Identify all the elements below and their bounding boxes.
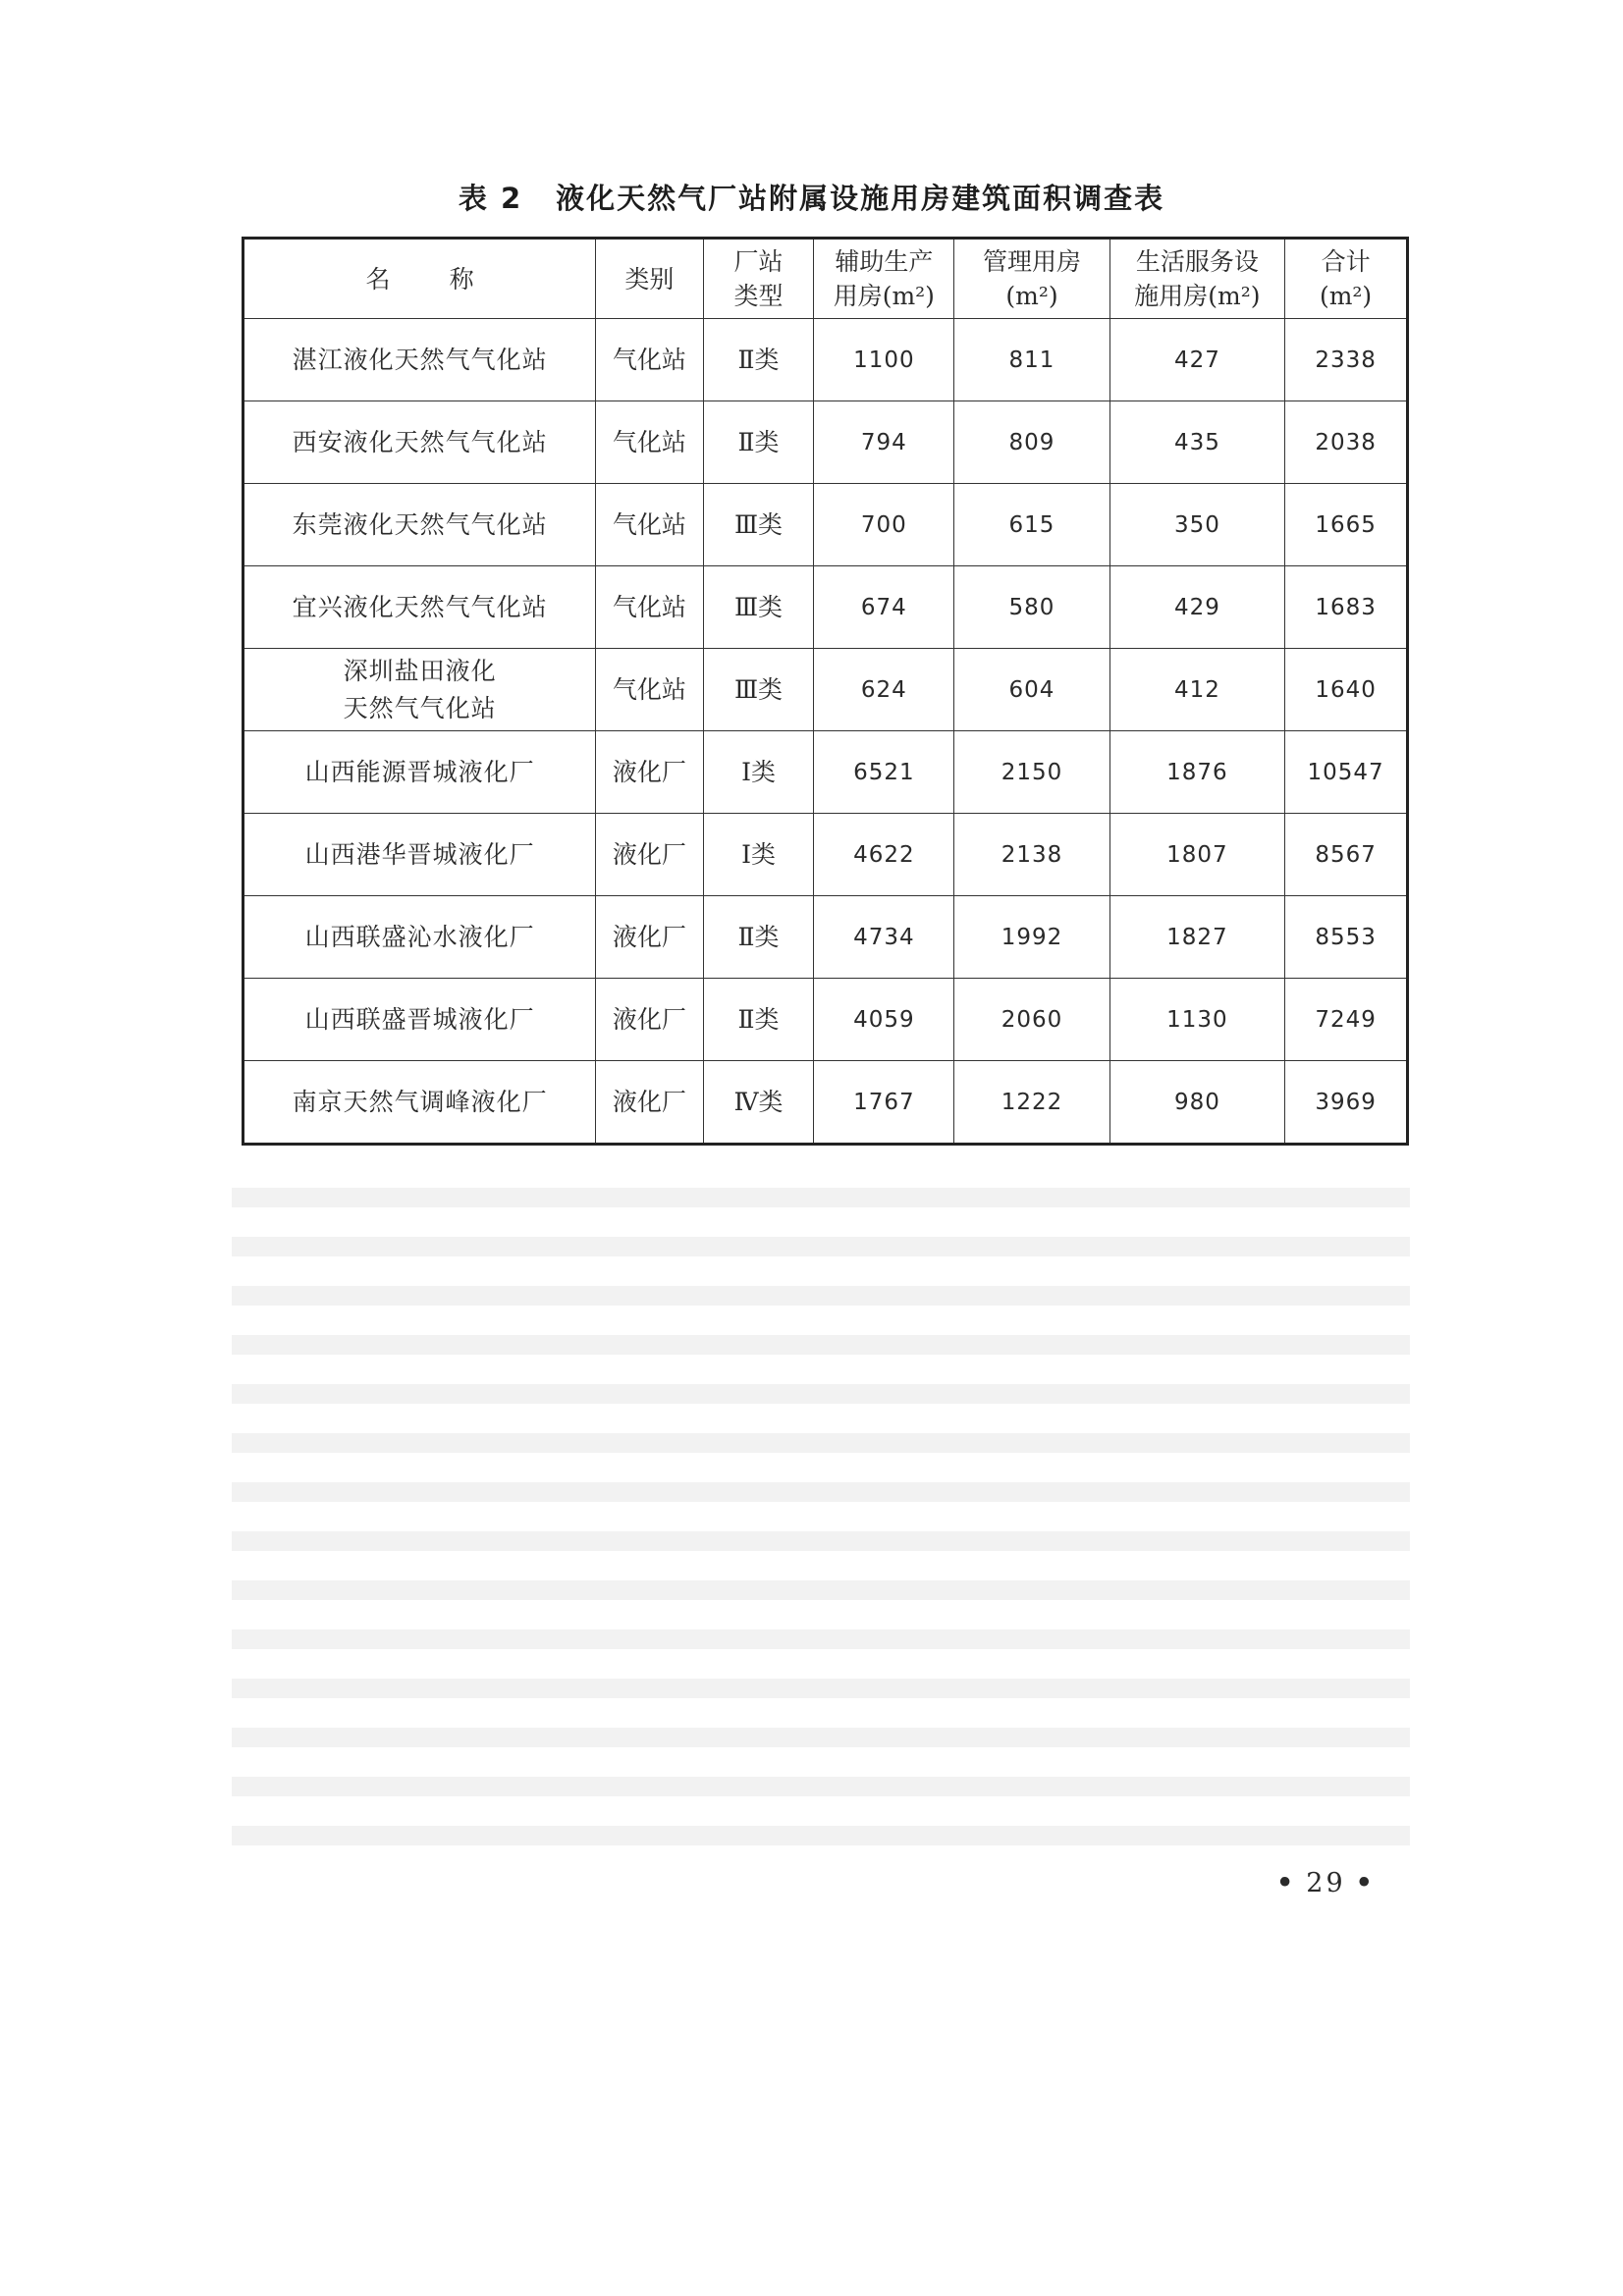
row-life: 980 bbox=[1109, 1061, 1285, 1145]
row-mgmt: 809 bbox=[954, 401, 1109, 484]
header-mgmt-line2: (m²) bbox=[1005, 282, 1058, 310]
row-type: Ⅱ类 bbox=[703, 319, 814, 401]
table-row bbox=[243, 484, 1408, 566]
row-name: 湛江液化天然气气化站 bbox=[243, 319, 596, 401]
row-type: Ⅲ类 bbox=[703, 484, 814, 566]
row-aux: 4622 bbox=[814, 814, 954, 896]
row-total: 2038 bbox=[1285, 401, 1408, 484]
row-total: 8567 bbox=[1285, 814, 1408, 896]
table-row bbox=[243, 649, 1408, 731]
row-name: 南京天然气调峰液化厂 bbox=[243, 1061, 596, 1145]
table-number: 表 2 bbox=[458, 182, 523, 215]
header-life-line1: 生活服务设 bbox=[1135, 247, 1259, 276]
row-total: 1683 bbox=[1285, 566, 1408, 649]
table-row bbox=[243, 979, 1408, 1061]
table-title bbox=[0, 177, 1623, 217]
show-through-background bbox=[232, 1158, 1410, 1845]
page-number-value: 29 bbox=[1306, 1868, 1346, 1898]
table-row bbox=[243, 1061, 1408, 1145]
row-name: 山西联盛沁水液化厂 bbox=[243, 896, 596, 979]
row-aux: 674 bbox=[814, 566, 954, 649]
row-mgmt: 2138 bbox=[954, 814, 1109, 896]
row-aux: 1100 bbox=[814, 319, 954, 401]
row-mgmt: 1222 bbox=[954, 1061, 1109, 1145]
header-life-line2: 施用房(m²) bbox=[1134, 282, 1261, 310]
row-aux: 4059 bbox=[814, 979, 954, 1061]
row-category: 液化厂 bbox=[596, 814, 704, 896]
row-name bbox=[243, 649, 596, 731]
row-total: 2338 bbox=[1285, 319, 1408, 401]
row-life: 429 bbox=[1109, 566, 1285, 649]
row-category: 气化站 bbox=[596, 649, 704, 731]
row-mgmt: 1992 bbox=[954, 896, 1109, 979]
page-number bbox=[1267, 1868, 1385, 1898]
row-mgmt: 615 bbox=[954, 484, 1109, 566]
header-total bbox=[1285, 239, 1408, 319]
row-name-line2: 天然气气化站 bbox=[343, 693, 497, 722]
table-row bbox=[243, 731, 1408, 814]
row-type: Ⅱ类 bbox=[703, 979, 814, 1061]
row-category: 液化厂 bbox=[596, 896, 704, 979]
row-life: 435 bbox=[1109, 401, 1285, 484]
row-type: Ⅳ类 bbox=[703, 1061, 814, 1145]
row-aux: 700 bbox=[814, 484, 954, 566]
header-name bbox=[243, 239, 596, 319]
header-type-line2: 类型 bbox=[733, 282, 784, 310]
row-name: 山西联盛晋城液化厂 bbox=[243, 979, 596, 1061]
row-name-line1: 深圳盐田液化 bbox=[343, 656, 497, 685]
header-total-line1: 合计 bbox=[1321, 247, 1371, 276]
row-type: Ⅱ类 bbox=[703, 401, 814, 484]
row-total: 8553 bbox=[1285, 896, 1408, 979]
row-aux: 794 bbox=[814, 401, 954, 484]
row-life: 1827 bbox=[1109, 896, 1285, 979]
row-category: 气化站 bbox=[596, 484, 704, 566]
header-life bbox=[1109, 239, 1285, 319]
header-total-line2: (m²) bbox=[1319, 282, 1373, 310]
row-total: 10547 bbox=[1285, 731, 1408, 814]
row-type: Ⅱ类 bbox=[703, 896, 814, 979]
row-life: 412 bbox=[1109, 649, 1285, 731]
header-name-part-2: 称 bbox=[449, 264, 474, 294]
header-mgmt-line1: 管理用房 bbox=[982, 247, 1081, 276]
row-category: 气化站 bbox=[596, 319, 704, 401]
row-name: 东莞液化天然气气化站 bbox=[243, 484, 596, 566]
survey-table bbox=[242, 237, 1409, 1146]
table-header-row bbox=[243, 239, 1408, 319]
row-total: 1665 bbox=[1285, 484, 1408, 566]
row-name: 宜兴液化天然气气化站 bbox=[243, 566, 596, 649]
header-type-line1: 厂站 bbox=[733, 247, 784, 276]
row-mgmt: 580 bbox=[954, 566, 1109, 649]
row-life: 1130 bbox=[1109, 979, 1285, 1061]
page-number-dot-right: • bbox=[1355, 1868, 1376, 1898]
header-name-part-1: 名 bbox=[365, 264, 391, 294]
row-type: Ⅲ类 bbox=[703, 566, 814, 649]
table-row bbox=[243, 566, 1408, 649]
row-category: 气化站 bbox=[596, 401, 704, 484]
header-aux bbox=[814, 239, 954, 319]
header-category: 类别 bbox=[596, 239, 704, 319]
table-row bbox=[243, 319, 1408, 401]
table-row bbox=[243, 814, 1408, 896]
row-name: 西安液化天然气气化站 bbox=[243, 401, 596, 484]
row-aux: 624 bbox=[814, 649, 954, 731]
row-name: 山西能源晋城液化厂 bbox=[243, 731, 596, 814]
row-life: 1807 bbox=[1109, 814, 1285, 896]
row-type: Ⅲ类 bbox=[703, 649, 814, 731]
row-category: 液化厂 bbox=[596, 979, 704, 1061]
row-name: 山西港华晋城液化厂 bbox=[243, 814, 596, 896]
table-row bbox=[243, 401, 1408, 484]
header-aux-line2: 用房(m²) bbox=[833, 282, 935, 310]
header-mgmt bbox=[954, 239, 1109, 319]
row-aux: 1767 bbox=[814, 1061, 954, 1145]
row-mgmt: 2150 bbox=[954, 731, 1109, 814]
row-mgmt: 604 bbox=[954, 649, 1109, 731]
page-number-dot-left: • bbox=[1276, 1868, 1297, 1898]
table-title-text: 液化天然气厂站附属设施用房建筑面积调查表 bbox=[556, 182, 1165, 215]
header-type bbox=[703, 239, 814, 319]
row-type: Ⅰ类 bbox=[703, 731, 814, 814]
row-life: 427 bbox=[1109, 319, 1285, 401]
row-category: 液化厂 bbox=[596, 1061, 704, 1145]
row-life: 1876 bbox=[1109, 731, 1285, 814]
row-total: 3969 bbox=[1285, 1061, 1408, 1145]
row-type: Ⅰ类 bbox=[703, 814, 814, 896]
row-mgmt: 2060 bbox=[954, 979, 1109, 1061]
row-life: 350 bbox=[1109, 484, 1285, 566]
table-row bbox=[243, 896, 1408, 979]
row-category: 气化站 bbox=[596, 566, 704, 649]
header-aux-line1: 辅助生产 bbox=[835, 247, 934, 276]
row-mgmt: 811 bbox=[954, 319, 1109, 401]
row-total: 7249 bbox=[1285, 979, 1408, 1061]
row-aux: 6521 bbox=[814, 731, 954, 814]
row-total: 1640 bbox=[1285, 649, 1408, 731]
row-aux: 4734 bbox=[814, 896, 954, 979]
row-category: 液化厂 bbox=[596, 731, 704, 814]
